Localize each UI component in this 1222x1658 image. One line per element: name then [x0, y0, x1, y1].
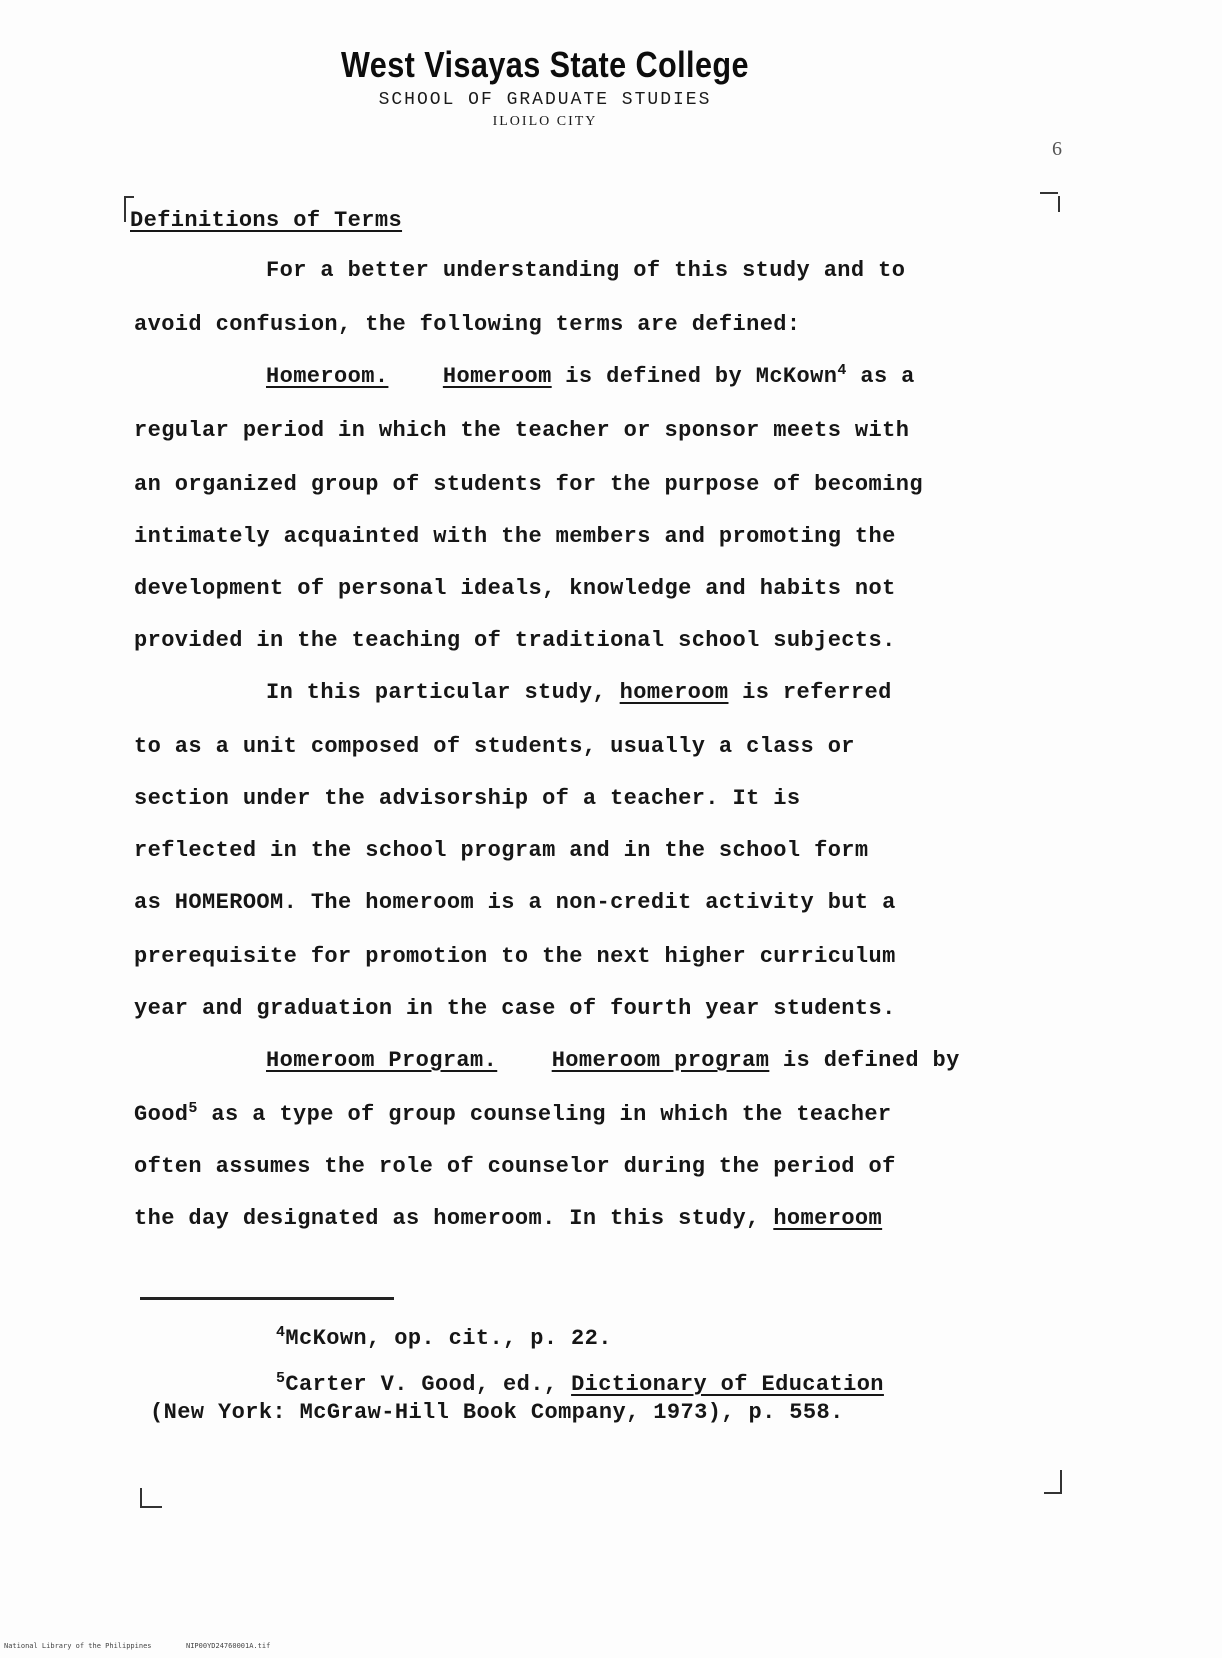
- text-fragment: as a type of group counseling in which the teacher: [197, 1102, 892, 1127]
- text-line: development of personal ideals, knowledge and habits not: [134, 576, 896, 601]
- text-fragment: is defined by McKown: [551, 364, 838, 389]
- term-homeroom-program: Homeroom Program.: [266, 1048, 498, 1073]
- footnote-number: 4: [276, 1324, 286, 1341]
- footnote-ref-4: 4: [837, 362, 847, 379]
- term-homeroom-inline: homeroom: [773, 1206, 883, 1231]
- text-line: prerequisite for promotion to the next higher curriculum: [134, 944, 896, 969]
- term-homeroom: Homeroom.: [266, 364, 389, 389]
- corner-mark-bottom-right: [1060, 1470, 1062, 1492]
- footnote-5-continued: (New York: McGraw-Hill Book Company, 1973), p. 558.: [150, 1400, 844, 1425]
- term-homeroom-ref: Homeroom: [442, 364, 552, 389]
- footnote-4: [276, 1326, 612, 1351]
- corner-mark-bottom-right-h: [1044, 1492, 1062, 1494]
- corner-mark-bottom-left-h: [140, 1506, 162, 1508]
- text-line: often assumes the role of counselor during the period of: [134, 1154, 896, 1179]
- section-heading: Definitions of Terms: [130, 208, 403, 233]
- city-name: ILOILO CITY: [492, 114, 598, 129]
- footnote-text: McKown, op. cit., p. 22.: [285, 1326, 612, 1351]
- text-line-program-def: [266, 1048, 960, 1073]
- college-name: West Visayas State College: [341, 44, 749, 85]
- text-fragment: as a: [846, 364, 915, 389]
- text-fragment: the day designated as homeroom. In this study,: [134, 1206, 774, 1231]
- term-homeroom-program-ref: Homeroom program: [551, 1048, 770, 1073]
- text-line: [134, 1102, 892, 1127]
- text-line: regular period in which the teacher or sponsor meets with: [134, 418, 910, 443]
- school-name: SCHOOL OF GRADUATE STUDIES: [378, 90, 712, 110]
- footnote-5: [276, 1372, 884, 1397]
- text-fragment: is defined by: [769, 1048, 960, 1073]
- text-line: reflected in the school program and in the school form: [134, 838, 869, 863]
- corner-mark-top-right-v: [1058, 196, 1060, 212]
- footer-library-label: National Library of the Philippines: [4, 1642, 152, 1650]
- text-line: year and graduation in the case of fourth year students.: [134, 996, 896, 1021]
- text-line: section under the advisorship of a teacher. It is: [134, 786, 801, 811]
- text-fragment: is referred: [728, 680, 892, 705]
- text-line: [266, 680, 892, 705]
- footnote-number: 5: [276, 1370, 286, 1387]
- text-line: intimately acquainted with the members and promoting the: [134, 524, 896, 549]
- page-number: 6: [1052, 138, 1062, 160]
- text-line-homeroom-def: [266, 364, 915, 389]
- footnote-ref-5: 5: [188, 1100, 198, 1117]
- text-line: [134, 1206, 882, 1231]
- corner-mark-top-left: [124, 196, 126, 222]
- text-line: avoid confusion, the following terms are defined:: [134, 312, 801, 337]
- text-line: as HOMEROOM. The homeroom is a non-credit activity but a: [134, 890, 896, 915]
- text-line: For a better understanding of this study and to: [266, 258, 906, 283]
- text-fragment: In this particular study,: [266, 680, 620, 705]
- corner-mark-top-left-h: [124, 196, 134, 198]
- text-line: to as a unit composed of students, usually a class or: [134, 734, 855, 759]
- text-line: an organized group of students for the purpose of becoming: [134, 472, 923, 497]
- footnote-text: Carter V. Good, ed.,: [285, 1372, 572, 1397]
- text-line: provided in the teaching of traditional school subjects.: [134, 628, 896, 653]
- corner-mark-bottom-left: [140, 1488, 142, 1508]
- footnote-book-title: Dictionary of Education: [571, 1372, 884, 1397]
- text-fragment: Good: [134, 1102, 189, 1127]
- corner-mark-top-right: [1040, 192, 1058, 194]
- footer-file-id: NIP00YD24760001A.tif: [186, 1642, 271, 1650]
- term-homeroom-inline: homeroom: [619, 680, 729, 705]
- footnote-rule: [140, 1297, 394, 1300]
